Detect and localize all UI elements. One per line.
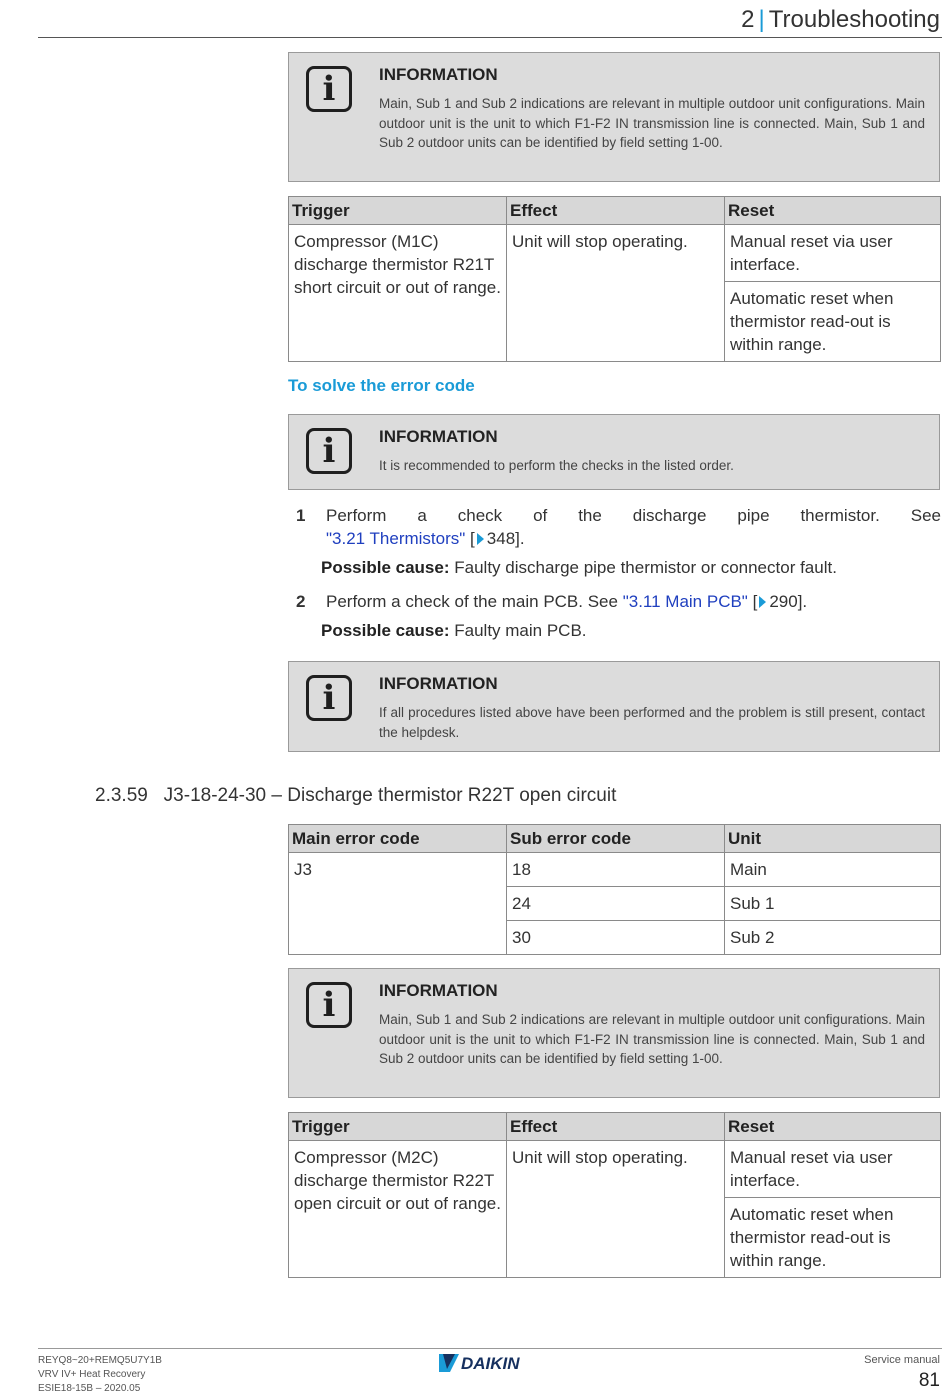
information-icon: i: [306, 675, 352, 721]
page-reference[interactable]: 348: [486, 529, 516, 548]
effect-cell: Unit will stop operating.: [507, 225, 725, 362]
possible-cause-text: Faulty discharge pipe thermistor or connector fault.: [454, 558, 837, 577]
unit-cell: Sub 2: [725, 921, 941, 955]
step-number: 2: [296, 592, 306, 611]
trigger-table: [288, 196, 941, 362]
sub-error-code-cell: 18: [507, 853, 725, 887]
information-title: INFORMATION: [379, 674, 498, 693]
information-title: INFORMATION: [379, 427, 498, 446]
column-header-unit: Unit: [725, 825, 941, 853]
footer-document-id: ESIE18-15B – 2020.05: [38, 1383, 141, 1394]
column-header-trigger: Trigger: [289, 1113, 507, 1141]
column-header-effect: Effect: [507, 1113, 725, 1141]
information-box: [288, 52, 940, 182]
bracket-open: [: [470, 529, 475, 548]
information-box: [288, 414, 940, 490]
sub-error-code-cell: 30: [507, 921, 725, 955]
trigger-cell: Compressor (M1C) discharge thermistor R21T short circuit or out of range.: [289, 225, 507, 362]
solve-heading: To solve the error code: [288, 376, 475, 395]
step-text: Perform a check of the discharge pipe thermistor. See: [326, 506, 941, 525]
reset-cell: Manual reset via user interface.: [725, 225, 941, 282]
information-text: Main, Sub 1 and Sub 2 indications are relevant in multiple outdoor unit configurations. Main outdoor unit is the unit to which F1-F2 IN transmission line is connected. Main, Sub 1 and Sub 2 outdoor units can be identified by field setting 1-00.: [379, 96, 925, 150]
possible-cause-label: Possible cause:: [321, 621, 450, 640]
footer-manual-label: Service manual: [864, 1354, 940, 1366]
column-header-reset: Reset: [725, 197, 941, 225]
page-reference-arrow-icon: [759, 596, 766, 608]
trigger-cell: Compressor (M2C) discharge thermistor R22T open circuit or out of range.: [289, 1141, 507, 1278]
effect-cell: Unit will stop operating.: [507, 1141, 725, 1278]
chapter-number: 2: [741, 6, 755, 33]
page-number: 81: [918, 1370, 940, 1391]
procedure-step: [296, 504, 941, 550]
header-rule: [38, 37, 942, 38]
bracket-close: ].: [797, 592, 808, 611]
procedure-step: [296, 590, 807, 613]
main-error-code-cell: J3: [289, 853, 507, 955]
step-number: 1: [296, 506, 306, 525]
sub-error-code-cell: 24: [507, 887, 725, 921]
reset-cell: Automatic reset when thermistor read-out is within range.: [725, 282, 941, 362]
possible-cause-label: Possible cause:: [321, 558, 450, 577]
column-header-sub-error-code: Sub error code: [507, 825, 725, 853]
section-title: J3-18-24-30 – Discharge thermistor R22T open circuit: [163, 785, 617, 806]
column-header-effect: Effect: [507, 197, 725, 225]
step-text: Perform a check of the main PCB. See: [326, 592, 618, 611]
column-header-reset: Reset: [725, 1113, 941, 1141]
daikin-logo: [437, 1353, 541, 1373]
header-separator: |: [758, 6, 765, 33]
bracket-open: [: [752, 592, 758, 611]
chapter-title: Troubleshooting: [768, 6, 940, 33]
information-text: If all procedures listed above have been performed and the problem is still present, contact the helpdesk.: [379, 705, 925, 740]
unit-cell: Main: [725, 853, 941, 887]
page-reference[interactable]: 290: [769, 592, 798, 611]
section-heading: [95, 785, 616, 807]
table-row: [289, 853, 941, 887]
unit-cell: Sub 1: [725, 887, 941, 921]
column-header-trigger: Trigger: [289, 197, 507, 225]
footer-product: VRV IV+ Heat Recovery: [38, 1369, 146, 1380]
possible-cause: [321, 558, 837, 578]
thermistors-link[interactable]: "3.21 Thermistors": [326, 529, 466, 548]
bracket-close: ].: [515, 529, 525, 548]
reset-cell: Manual reset via user interface.: [725, 1141, 941, 1198]
footer-rule: [38, 1348, 942, 1349]
page-reference-arrow-icon: [477, 533, 484, 545]
main-pcb-link[interactable]: "3.11 Main PCB": [622, 592, 748, 611]
chapter-header: [741, 6, 940, 34]
possible-cause-text: Faulty main PCB.: [454, 621, 587, 640]
reset-cell: Automatic reset when thermistor read-out is within range.: [725, 1198, 941, 1278]
column-header-main-error-code: Main error code: [289, 825, 507, 853]
possible-cause: [321, 621, 587, 641]
trigger-table: [288, 1112, 941, 1278]
information-title: INFORMATION: [379, 981, 498, 1000]
footer-model: REYQ8~20+REMQ5U7Y1B: [38, 1355, 162, 1366]
information-icon: i: [306, 982, 352, 1028]
information-text: Main, Sub 1 and Sub 2 indications are relevant in multiple outdoor unit configurations. Main outdoor unit is the unit to which F1-F2 IN transmission line is connected. Main, Sub 1 and Sub 2 outdoor units can be identified by field setting 1-00.: [379, 1012, 925, 1066]
error-code-table: [288, 824, 941, 955]
information-box: [288, 968, 940, 1098]
information-box: [288, 661, 940, 752]
information-icon: i: [306, 428, 352, 474]
information-text: It is recommended to perform the checks in the listed order.: [379, 458, 734, 473]
information-icon: i: [306, 66, 352, 112]
information-title: INFORMATION: [379, 65, 498, 84]
logo-text: DAIKIN: [461, 1354, 520, 1373]
section-number: 2.3.59: [95, 785, 148, 806]
